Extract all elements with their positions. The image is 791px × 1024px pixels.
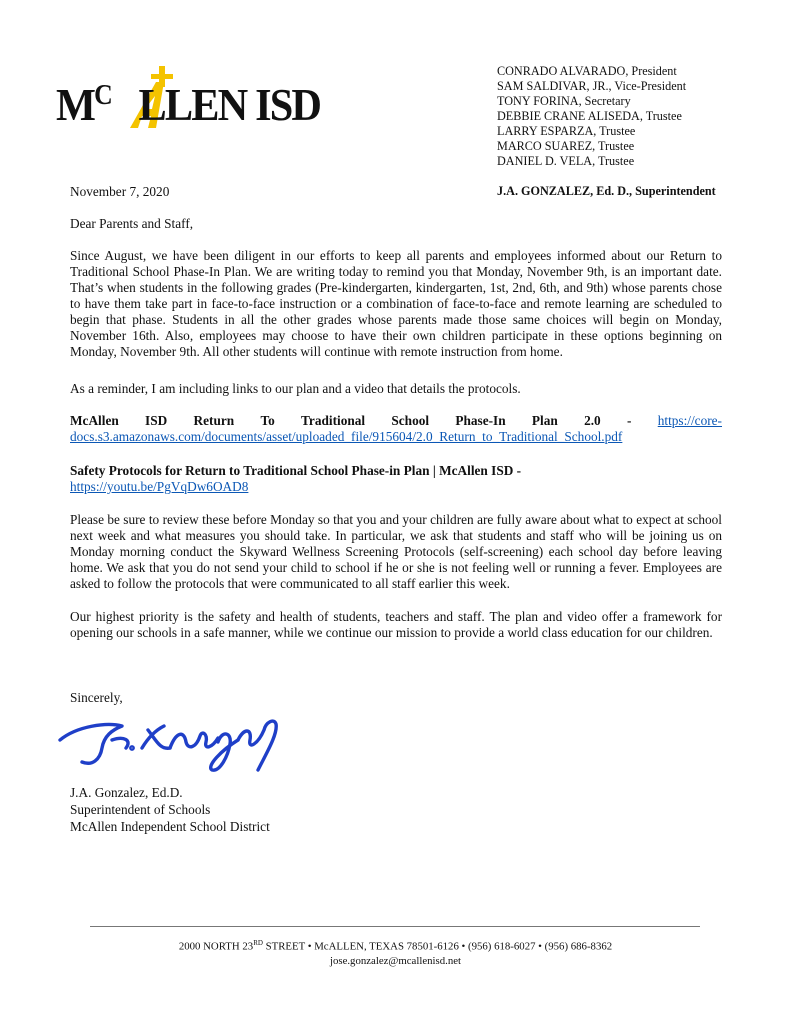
- signature-image: [52, 700, 282, 782]
- board-member: MARCO SUAREZ, Trustee: [497, 139, 635, 153]
- paragraph-intro: Since August, we have been diligent in our efforts to keep all parents and employees informed about our Return to Traditional School Phase-In Plan. We are writing today to remind you that Monday, November 9th, is an important date. That’s when students in the following grades (Pre-kindergarten, kindergarten, 1st, 2nd, 6th, and 9th) whose parents chose to have them take part in face-to-face instruction or a combination of face-to-face and remote learning are scheduled to begin that phase. Students in all the other grades whose parents made those same choices will begin on Monday, November 16th. Also, employees may choose to have their own children participate in these options beginning on Monday, November 9th. All other students will continue with remote instruction from home.: [70, 248, 722, 359]
- footer-email[interactable]: jose.gonzalez@mcallenisd.net: [329, 954, 462, 967]
- board-of-trustees: [497, 64, 686, 169]
- board-member: CONRADO ALVARADO, President: [497, 64, 677, 78]
- paragraph-priority: Our highest priority is the safety and health of students, teachers and staff. The plan and video offer a framework for opening our schools in a safe manner, while we continue our mission to provide a world class education for our children.: [70, 609, 722, 640]
- signer-name: J.A. Gonzalez, Ed.D.: [70, 785, 183, 800]
- board-member: TONY FORINA, Secretary: [497, 94, 631, 108]
- safety-link-block: [70, 463, 722, 495]
- address-part: 2000 NORTH 23: [178, 940, 254, 953]
- address-superscript: RD: [253, 939, 263, 947]
- plan-word: ISD: [145, 413, 168, 428]
- paragraph-reminder: As a reminder, I am including links to our plan and a video that details the protocols.: [70, 381, 521, 396]
- district-logo: [56, 60, 356, 135]
- plan-word: -: [627, 413, 632, 428]
- letter-date: November 7, 2020: [70, 184, 170, 199]
- plan-word: Plan: [531, 413, 558, 428]
- plan-word: Return: [193, 413, 235, 428]
- plan-word: 2.0: [584, 413, 601, 428]
- signer-organization: McAllen Independent School District: [70, 819, 270, 834]
- plan-word: To: [260, 413, 275, 428]
- plan-word: Phase-In: [455, 413, 506, 428]
- board-member: LARRY ESPARZA, Trustee: [497, 124, 636, 138]
- plan-link[interactable]: https://core-: [657, 413, 722, 428]
- plan-title-line: [70, 413, 722, 429]
- plan-word: School: [391, 413, 430, 428]
- board-member: DANIEL D. VELA, Trustee: [497, 154, 635, 168]
- closing: Sincerely,: [70, 690, 123, 705]
- signature-block: [70, 784, 270, 835]
- plan-word: McAllen: [70, 413, 119, 428]
- footer-address: [0, 936, 791, 954]
- plan-word: Traditional: [301, 413, 366, 428]
- logo-wordmark: $M^C$ LLEN ISD: [56, 79, 321, 130]
- footer: [0, 936, 791, 968]
- board-member: DEBBIE CRANE ALISEDA, Trustee: [497, 109, 682, 123]
- plan-link-block: [70, 413, 722, 445]
- board-member: SAM SALDIVAR, JR., Vice-President: [497, 79, 687, 93]
- salutation: Dear Parents and Staff,: [70, 216, 194, 231]
- video-link[interactable]: https://youtu.be/PgVqDw6OAD8: [70, 479, 249, 494]
- address-part: STREET • McALLEN, TEXAS 78501-6126 • (956) 618-6027 • (956) 686-8362: [262, 940, 613, 953]
- superintendent-line: J.A. GONZALEZ, Ed. D., Superintendent: [497, 184, 716, 198]
- safety-title: Safety Protocols for Return to Traditional School Phase-in Plan | McAllen ISD -: [70, 463, 522, 478]
- footer-divider: [90, 926, 700, 927]
- paragraph-review: Please be sure to review these before Monday so that you and your children are fully aware about what to expect at school next week and what measures you should take. In particular, we ask that students and staff who will be joining us on Monday morning conduct the Skyward Wellness Screening Protocols (self-screening) each school day before leaving home. We ask that you do not send your child to school if he or she is not feeling well or running a fever. Employees are asked to follow the protocols that were communicated to all staff earlier this week.: [70, 512, 722, 591]
- plan-link-continued[interactable]: docs.s3.amazonaws.com/documents/asset/uploaded_file/915604/2.0_Return_to_Traditional_School.pdf: [70, 429, 623, 444]
- signer-title: Superintendent of Schools: [70, 802, 211, 817]
